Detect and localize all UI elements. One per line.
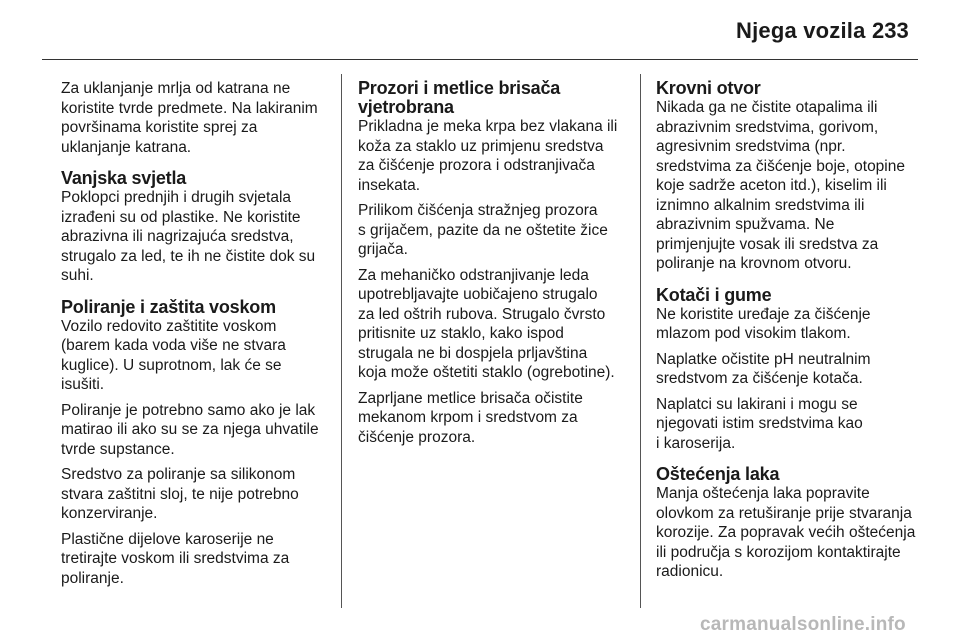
paragraph: Prikladna je meka krpa bez vlakana ili koža za staklo uz primjenu sredstva za čišćenje prozora i odstranjivača insekata. xyxy=(358,118,618,194)
section-wheels-tyres xyxy=(656,286,928,454)
paragraph: Poklopci prednjih i drugih svjetala izrađeni su od plastike. Ne koristite abrazivna ili nagrizajuća sredstva, strugalo za led, te ih ne čistite dok su suhi. xyxy=(61,189,316,284)
column-divider xyxy=(640,74,641,608)
column-middle xyxy=(358,79,630,459)
section-windows-wipers xyxy=(358,79,630,447)
column-left xyxy=(61,79,329,600)
paragraph: Naplatci su lakirani i mogu se njegovati istim sredstvima kao i karoserija. xyxy=(656,395,863,452)
watermark-text: carmanualsonline.info xyxy=(700,614,906,635)
paragraph: Prilikom čišćenja stražnjeg prozora s grijačem, pazite da ne oštetite žice grijača. xyxy=(358,202,608,258)
paragraph: Manja oštećenja laka popravite olovkom za retuširanje prije stvaranja korozije. Za popravak većih oštećenja ili područja s korozijom kontaktirajte radionicu. xyxy=(656,485,916,580)
section-paint-damage xyxy=(656,465,928,582)
section-exterior-lights xyxy=(61,169,329,286)
section-heading: Oštećenja laka xyxy=(656,464,780,484)
section-heading: Krovni otvor xyxy=(656,78,761,98)
intro-section xyxy=(61,79,329,157)
page-number: 233 xyxy=(872,18,909,43)
paragraph: Ne koristite uređaje za čišćenje mlazom pod visokim tlakom. xyxy=(656,305,871,342)
paragraph: Nikada ga ne čistite otapalima ili abrazivnim sredstvima, gorivom, agresivnim sredstvima (npr. sredstvima za čišćenje boje, otopine koje sadrže aceton itd.), kiselim ili iznimno alkalnim sredstvima ili abrazivnim spužvama. Ne primjenjujte vosak ili sredstva za poliranje na krovnom otvoru. xyxy=(656,99,905,272)
section-sunroof xyxy=(656,79,928,274)
section-heading: Kotači i gume xyxy=(656,284,772,305)
paragraph: Sredstvo za poliranje sa silikonom stvara zaštitni sloj, te nije potrebno konzerviranje. xyxy=(61,466,299,522)
paragraph: Vozilo redovito zaštitite voskom (barem kada voda više ne stvara kuglice). U suprotnom, lak će se isušiti. xyxy=(61,317,286,393)
header-divider xyxy=(42,59,918,60)
paragraph: Naplatke očistite pH neutralnim sredstvom za čišćenje kotača. xyxy=(656,350,871,387)
paragraph: Zaprljane metlice brisača očistite mekanom krpom i sredstvom za čišćenje prozora. xyxy=(358,389,583,446)
intro-paragraph: Za uklanjanje mrlja od katrana ne koristite tvrde predmete. Na lakiranim površinama koristite sprej za uklanjanje katrana. xyxy=(61,80,318,156)
paragraph: Plastične dijelove karoserije ne tretirajte voskom ili sredstvima za poliranje. xyxy=(61,530,290,587)
section-heading: Prozori i metlice brisača vjetrobrana xyxy=(358,78,561,117)
column-right xyxy=(656,79,928,594)
section-heading: Poliranje i zaštita voskom xyxy=(61,296,276,317)
page-title: Njega vozila xyxy=(736,18,866,43)
section-polishing-waxing xyxy=(61,298,329,589)
paragraph: Za mehaničko odstranjivanje leda upotrebljavajte uobičajeno strugalo za led oštrih rubova. Strugalo čvrsto pritisnite uz staklo, kako ispod strugala ne bi dospjela prljavština koja može oštetiti staklo (ogrebotine). xyxy=(358,266,615,381)
column-divider xyxy=(341,74,342,608)
paragraph: Poliranje je potrebno samo ako je lak matirao ili ako su se za njega uhvatile tvrde supstance. xyxy=(61,401,319,458)
section-heading: Vanjska svjetla xyxy=(61,168,187,188)
